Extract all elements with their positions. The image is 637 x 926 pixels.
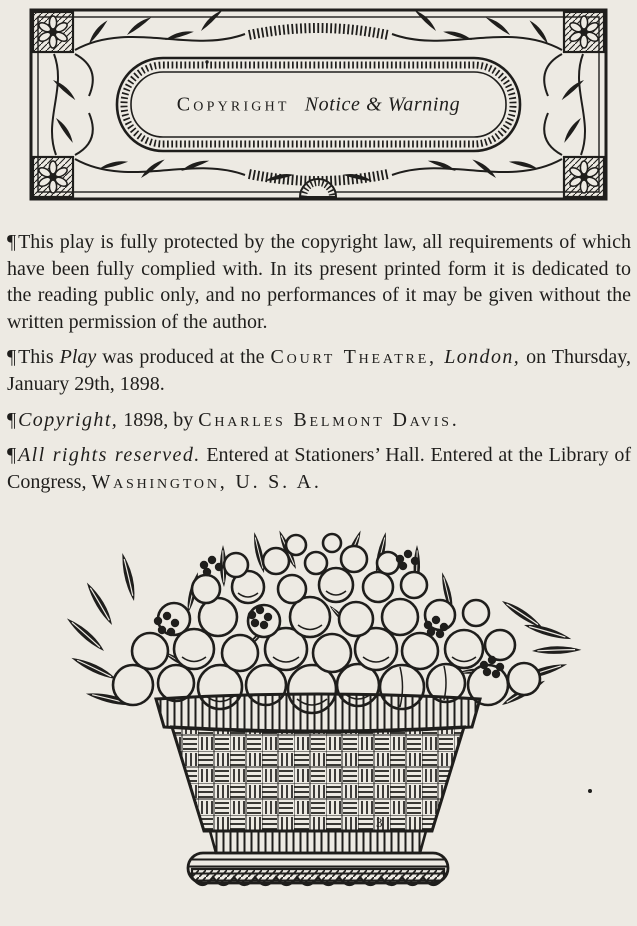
pilcrow-icon: ¶ bbox=[7, 444, 17, 467]
rights-seg-reserved: All rights reserved. bbox=[18, 444, 201, 467]
copyright-seg-author: Charles Belmont Davis. bbox=[198, 408, 460, 431]
production-seg-date: on Thursday, January 29th, 1898. bbox=[7, 346, 632, 395]
copyright-seg-year: 1898, by bbox=[118, 408, 199, 431]
production-seg-a: This bbox=[18, 346, 60, 369]
pilcrow-icon: ¶ bbox=[7, 346, 17, 369]
fruit-basket-illustration bbox=[38, 527, 598, 899]
basket-foot-band bbox=[210, 831, 426, 853]
ink-dot bbox=[588, 789, 592, 793]
rights-seg-washington: Washington, U. S. A. bbox=[91, 470, 322, 493]
basket-rim bbox=[156, 694, 480, 732]
paragraph-copyright bbox=[7, 407, 631, 434]
pilcrow-icon: ¶ bbox=[7, 231, 17, 253]
rights-seg-entered: Entered at Stationers’ Hall. Entered at the Library of Congress, bbox=[7, 444, 631, 493]
cartouche-title-notice: Notice & Warning bbox=[304, 93, 461, 116]
footer-illustration bbox=[38, 527, 598, 899]
cartouche-title bbox=[29, 94, 608, 117]
production-seg-c: was produced at the bbox=[96, 346, 271, 369]
production-seg-london: London, bbox=[436, 346, 521, 369]
paragraph-protection bbox=[7, 229, 631, 335]
copyright-text-block bbox=[7, 229, 631, 504]
engraver-mark: 3 bbox=[376, 815, 383, 830]
basket-weave-body bbox=[172, 727, 464, 831]
paragraph-rights bbox=[7, 442, 631, 495]
production-seg-theatre: Court Theatre, bbox=[270, 346, 437, 369]
basket-base-ring bbox=[188, 853, 448, 883]
paragraph-protection-text: This play is fully protected by the copyright law, all requirements of which have been fully complied with. In its present printed form it is dedicated to the reading public only, and no performances of it may be given without the written permission of the author. bbox=[7, 231, 631, 333]
production-seg-play: Play bbox=[59, 346, 97, 369]
basket-body bbox=[156, 694, 480, 885]
ink-dot bbox=[205, 60, 208, 63]
paragraph-production bbox=[7, 344, 631, 397]
pilcrow-icon: ¶ bbox=[7, 408, 17, 431]
cartouche-title-copyright: Copyright bbox=[176, 93, 290, 116]
copyright-seg-word: Copyright, bbox=[18, 408, 119, 431]
header-ornament bbox=[29, 8, 608, 201]
